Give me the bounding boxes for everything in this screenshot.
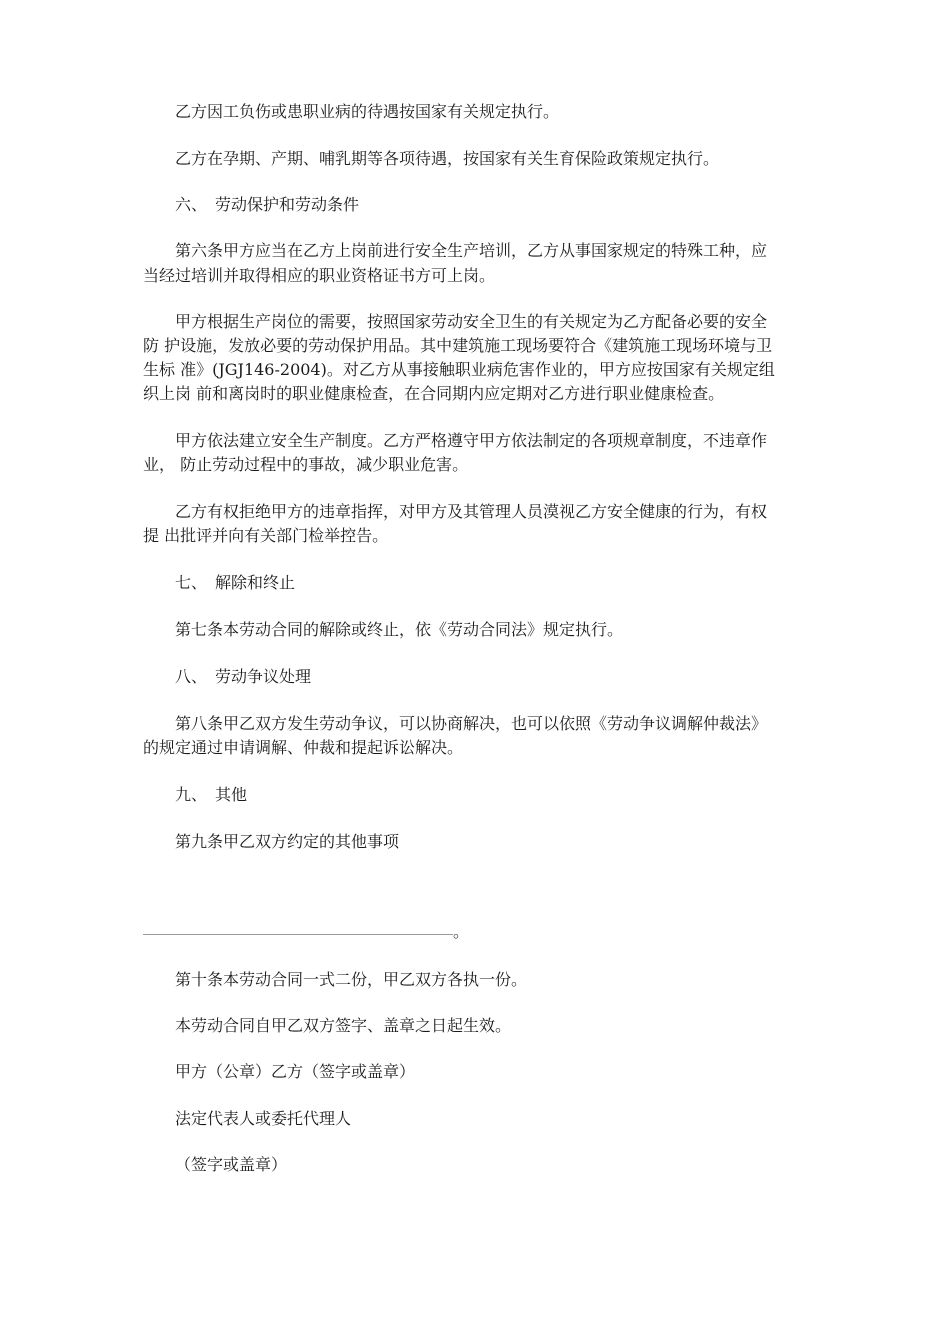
paragraph-protection-line-1: 甲方根据生产岗位的需要，按照国家劳动安全卫生的有关规定为乙方配备必要的安全 xyxy=(175,312,768,331)
article-9: 第九条甲乙双方约定的其他事项 xyxy=(175,832,400,851)
article-7: 第七条本劳动合同的解除或终止，依《劳动合同法》规定执行。 xyxy=(175,620,624,639)
effective-clause: 本劳动合同自甲乙双方签字、盖章之日起生效。 xyxy=(175,1016,512,1035)
legal-representative-label: 法定代表人或委托代理人 xyxy=(175,1109,352,1128)
article-8-line-2: 的规定通过申请调解、仲裁和提起诉讼解决。 xyxy=(143,738,464,757)
article-6-line-1: 第六条甲方应当在乙方上岗前进行安全生产培训，乙方从事国家规定的特殊工种，应 xyxy=(175,241,768,260)
section-heading-9: 九、 其他 xyxy=(175,785,248,804)
article-6-line-2: 当经过培训并取得相应的职业资格证书方可上岗。 xyxy=(143,266,496,285)
party-signature-labels: 甲方（公章）乙方（签字或盖章） xyxy=(175,1062,416,1081)
paragraph-safety-rules-line-2: 业， 防止劳动过程中的事故，减少职业危害。 xyxy=(143,455,469,474)
article-10: 第十条本劳动合同一式二份，甲乙双方各执一份。 xyxy=(175,970,528,989)
section-heading-6: 六、 劳动保护和劳动条件 xyxy=(175,195,360,214)
paragraph-injury-treatment: 乙方因工负伤或患职业病的待遇按国家有关规定执行。 xyxy=(175,102,560,121)
article-8-line-1: 第八条甲乙双方发生劳动争议，可以协商解决，也可以依照《劳动争议调解仲裁法》 xyxy=(175,714,768,733)
paragraph-safety-rules-line-1: 甲方依法建立安全生产制度。乙方严格遵守甲方依法制定的各项规章制度，不违章作 xyxy=(175,431,768,450)
blank-fill-period: 。 xyxy=(453,922,470,941)
sign-or-seal-label: （签字或盖章） xyxy=(175,1155,288,1174)
paragraph-protection-line-3: 生标 准》(JGJ146-2004)。对乙方从事接触职业病危害作业的，甲方应按国家有关规定组 xyxy=(143,360,775,379)
paragraph-maternity-treatment: 乙方在孕期、产期、哺乳期等各项待遇，按国家有关生育保险政策规定执行。 xyxy=(175,149,720,168)
paragraph-protection-line-2: 防 护设施，发放必要的劳动保护用品。其中建筑施工现场要符合《建筑施工现场环境与卫 xyxy=(143,336,773,355)
section-heading-8: 八、 劳动争议处理 xyxy=(175,667,312,686)
paragraph-protection-line-4: 织上岗 前和离岗时的职业健康检查，在合同期内应定期对乙方进行职业健康检查。 xyxy=(143,384,725,403)
section-heading-7: 七、 解除和终止 xyxy=(175,573,296,592)
blank-fill-line xyxy=(143,934,453,935)
paragraph-refusal-line-2: 提 出批评并向有关部门检举控告。 xyxy=(143,526,389,545)
paragraph-refusal-line-1: 乙方有权拒绝甲方的违章指挥，对甲方及其管理人员漠视乙方安全健康的行为，有权 xyxy=(175,502,768,521)
